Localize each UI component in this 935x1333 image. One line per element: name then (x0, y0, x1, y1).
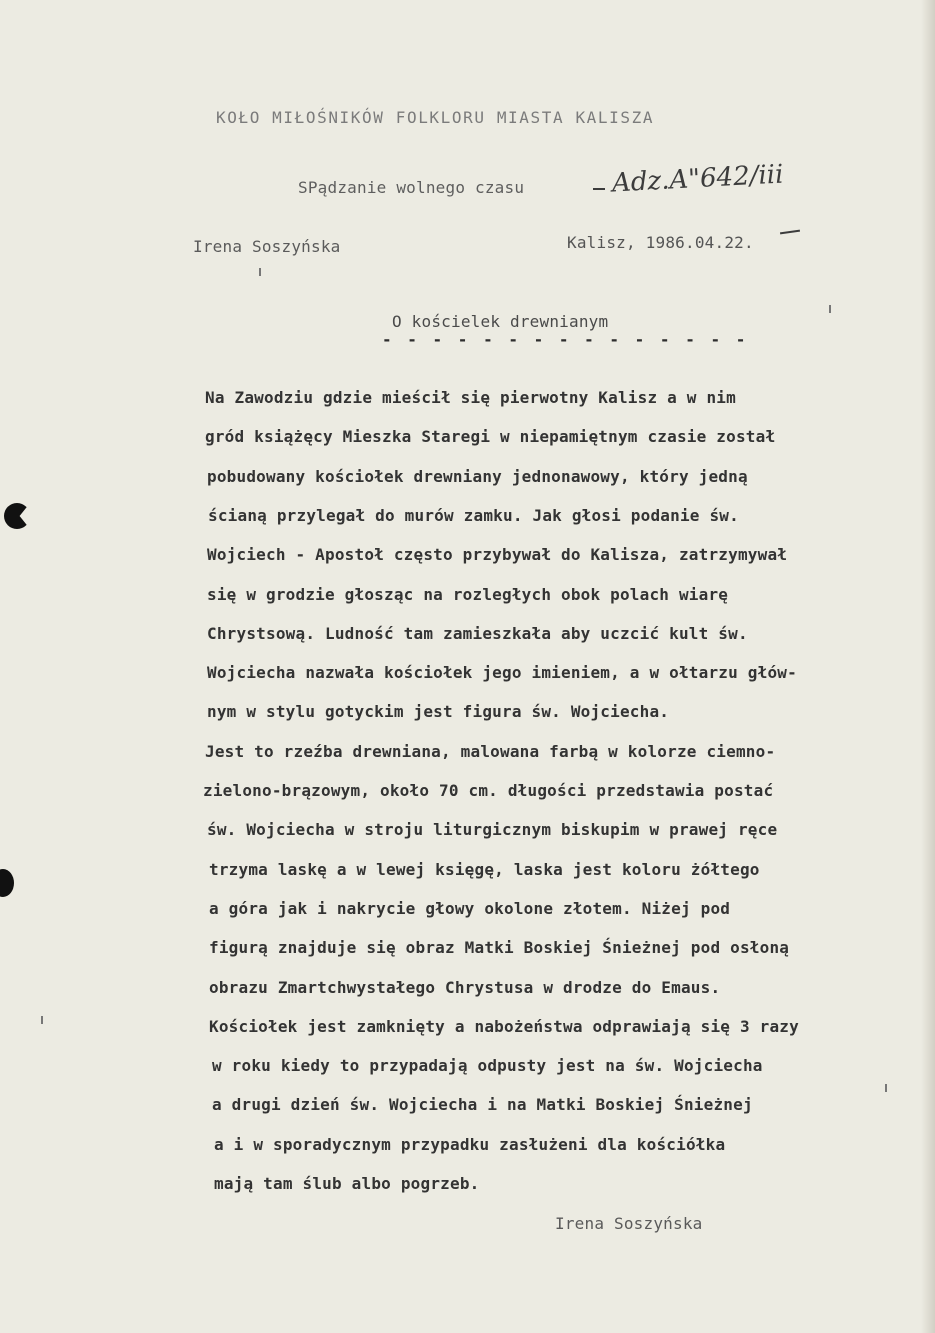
punch-hole-top (4, 503, 30, 529)
body-text-line: zielono-brązowym, około 70 cm. długości przedstawia postać (203, 781, 774, 800)
body-text-line: nym w stylu gotyckim jest figura św. Wojciecha. (207, 702, 670, 722)
body-text-line: a drugi dzień św. Wojciecha i na Matki Boskiej Śnieżnej (212, 1095, 753, 1115)
paper-speck (885, 1084, 887, 1092)
author-name: Irena Soszyńska (193, 237, 341, 256)
body-text-line: się w grodzie głosząc na rozległych obok polach wiarę (207, 584, 729, 604)
punch-hole-middle (0, 869, 14, 897)
handwritten-dash (593, 188, 605, 190)
body-text-line: Kościołek jest zamknięty a nabożeństwa odprawiają się 3 razy (209, 1016, 799, 1036)
title-underline: - - - - - - - - - - - - - - - (382, 330, 749, 349)
handwritten-underline (780, 230, 800, 235)
body-text-line: ścianą przylegał do murów zamku. Jak głosi podanie św. (208, 505, 739, 525)
paper-speck (41, 1016, 43, 1024)
archive-handwritten-note: Adz.A"642/iii (611, 159, 785, 199)
signature: Irena Soszyńska (555, 1214, 703, 1233)
body-text-line: Na Zawodziu gdzie mieścił się pierwotny Kalisz a w nim (205, 388, 736, 407)
body-text-line: obrazu Zmartchwystałego Chrystusa w drodze do Emaus. (209, 977, 721, 997)
body-text-line: Chrystsową. Ludność tam zamieszkała aby uczcić kult św. (207, 623, 748, 643)
body-text-line: pobudowany kościołek drewniany jednonawowy, który jedną (207, 466, 748, 486)
place-and-date: Kalisz, 1986.04.22. (567, 233, 754, 252)
body-text-line: a góra jak i nakrycie głowy okolone złotem. Niżej pod (209, 898, 731, 918)
body-text-line: Jest to rzeźba drewniana, malowana farbą w kolorze ciemno- (205, 741, 776, 761)
body-text-line: trzyma laskę a w lewej księgę, laska jest koloru żółtego (209, 859, 760, 879)
document-subtitle: SPądzanie wolnego czasu (298, 178, 525, 197)
organization-header: KOŁO MIŁOŚNIKÓW FOLKLORU MIASTA KALISZA (216, 108, 655, 127)
body-text-line: św. Wojciecha w stroju liturgicznym biskupim w prawej ręce (207, 820, 778, 840)
body-text-line: figurą znajduje się obraz Matki Boskiej Śnieżnej pod osłoną (209, 938, 790, 958)
page-edge-shadow (921, 0, 935, 1333)
body-text-line: Wojciech - Apostoł często przybywał do Kalisza, zatrzymywał (207, 545, 788, 565)
document-title: O kościelek drewnianym (392, 312, 609, 331)
paper-speck (259, 268, 261, 276)
paper-speck (829, 305, 831, 313)
body-text-line: a i w sporadycznym przypadku zasłużeni dla kościółka (214, 1134, 726, 1154)
body-text-line: w roku kiedy to przypadają odpusty jest na św. Wojciecha (212, 1056, 763, 1076)
body-text-line: gród książęcy Mieszka Staregi w niepamiętnym czasie został (205, 427, 776, 447)
body-text-line: Wojciecha nazwała kościołek jego imieniem, a w ołtarzu głów- (207, 663, 797, 683)
body-text-line: mają tam ślub albo pogrzeb. (214, 1174, 480, 1193)
